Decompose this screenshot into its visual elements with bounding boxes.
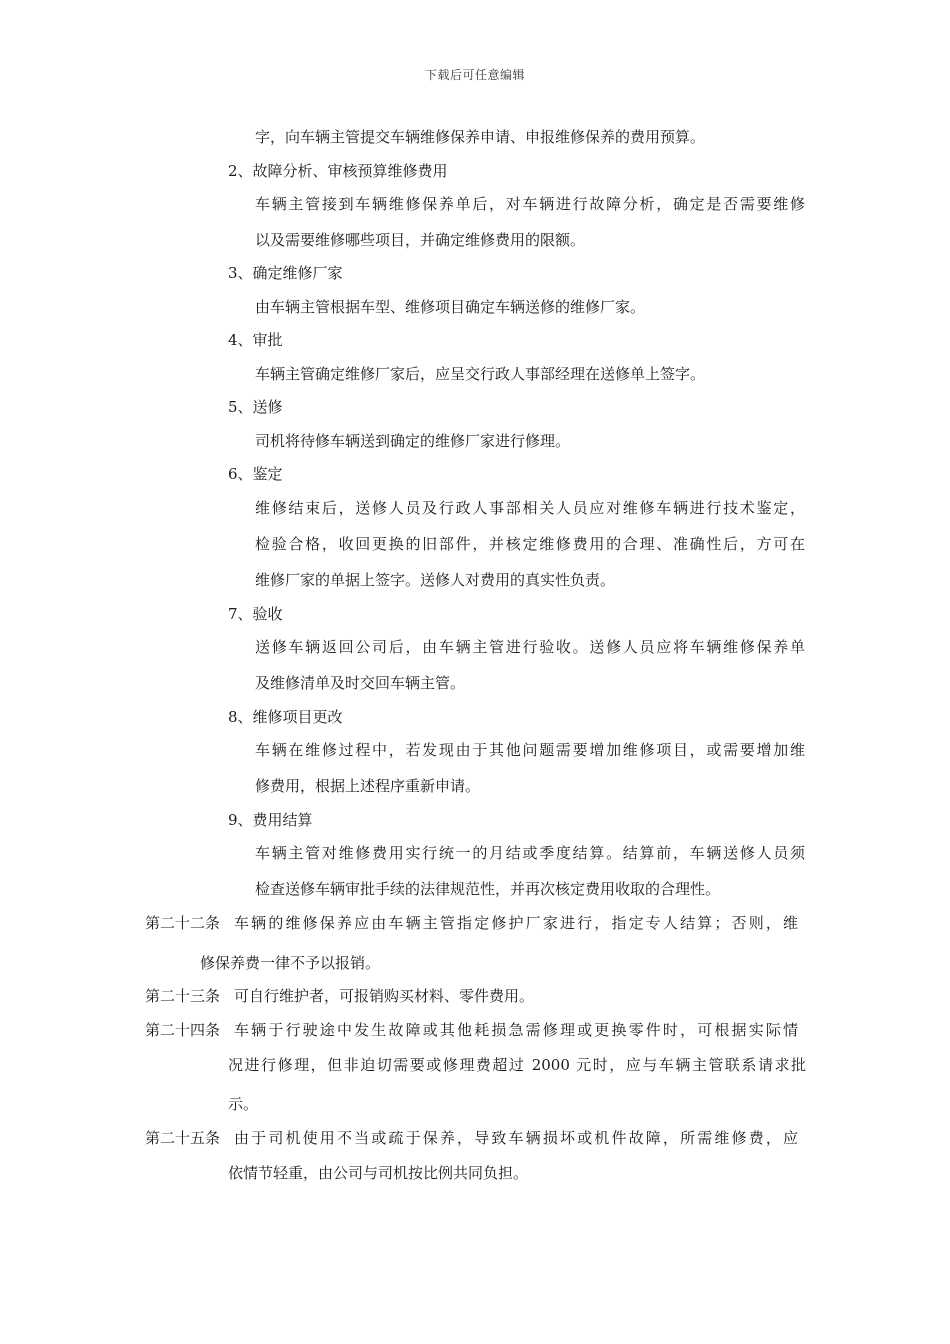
paragraph-line: 车辆主管确定维修厂家后，应呈交行政人事部经理在送修单上签字。 (255, 365, 706, 383)
article-number: 第二十五条 (145, 1129, 221, 1147)
article-continuation: 修保养费一律不予以报销。 (200, 954, 381, 972)
paragraph-line: 车辆主管对维修费用实行统一的月结或季度结算。结算前，车辆送修人员须 (255, 844, 805, 862)
article-24 (145, 1020, 806, 1040)
item-heading-3: 3、确定维修厂家 (228, 264, 343, 282)
item-heading-7: 7、验收 (228, 605, 283, 623)
paragraph-line: 及维修清单及时交回车辆主管。 (255, 674, 466, 692)
item-heading-9: 9、费用结算 (228, 811, 313, 829)
item-heading-2: 2、故障分析、审核预算维修费用 (228, 162, 448, 180)
paragraph-line: 车辆主管接到车辆维修保养单后，对车辆进行故障分析，确定是否需要维修 (255, 195, 805, 213)
article-22 (145, 913, 806, 933)
article-text: 车辆于行驶途中发生故障或其他耗损急需修理或更换零件时，可根据实际情 (234, 1021, 799, 1039)
article-continuation: 依情节轻重，由公司与司机按比例共同负担。 (228, 1164, 529, 1182)
article-23 (145, 986, 534, 1006)
article-text: 可自行维护者，可报销购买材料、零件费用。 (234, 987, 535, 1005)
article-text: 车辆的维修保养应由车辆主管指定修护厂家进行，指定专人结算；否则，维 (234, 914, 799, 932)
paragraph-line: 由车辆主管根据车型、维修项目确定车辆送修的维修厂家。 (255, 298, 646, 316)
paragraph-line: 司机将待修车辆送到确定的维修厂家进行修理。 (255, 432, 571, 450)
paragraph-line: 送修车辆返回公司后，由车辆主管进行验收。送修人员应将车辆维修保养单 (255, 638, 805, 656)
paragraph-line: 以及需要维修哪些项目，并确定维修费用的限额。 (255, 231, 586, 249)
paragraph-line: 修费用，根据上述程序重新申请。 (255, 777, 481, 795)
paragraph-line: 车辆在维修过程中，若发现由于其他问题需要增加维修项目，或需要增加维 (255, 741, 805, 759)
article-number: 第二十二条 (145, 914, 221, 932)
article-continuation: 况进行修理，但非迫切需要或修理费超过 2000 元时，应与车辆主管联系请求批 (228, 1056, 806, 1074)
item-heading-4: 4、审批 (228, 331, 283, 349)
paragraph-line: 检验合格，收回更换的旧部件，并核定维修费用的合理、准确性后，方可在 (255, 535, 805, 553)
paragraph-line: 维修结束后，送修人员及行政人事部相关人员应对维修车辆进行技术鉴定， (255, 499, 805, 517)
paragraph-line: 维修厂家的单据上签字。送修人对费用的真实性负责。 (255, 571, 616, 589)
paragraph-line: 字，向车辆主管提交车辆维修保养申请、申报维修保养的费用预算。 (255, 128, 706, 146)
article-text: 由于司机使用不当或疏于保养，导致车辆损坏或机件故障，所需维修费，应 (234, 1129, 799, 1147)
article-number: 第二十三条 (145, 987, 221, 1005)
paragraph-line: 检查送修车辆审批手续的法律规范性，并再次核定费用收取的合理性。 (255, 880, 721, 898)
item-heading-5: 5、送修 (228, 398, 283, 416)
item-heading-6: 6、鉴定 (228, 465, 283, 483)
article-number: 第二十四条 (145, 1021, 221, 1039)
page-header: 下载后可任意编辑 (424, 68, 525, 82)
article-continuation: 示。 (228, 1095, 259, 1113)
item-heading-8: 8、维修项目更改 (228, 708, 343, 726)
article-25 (145, 1128, 806, 1148)
